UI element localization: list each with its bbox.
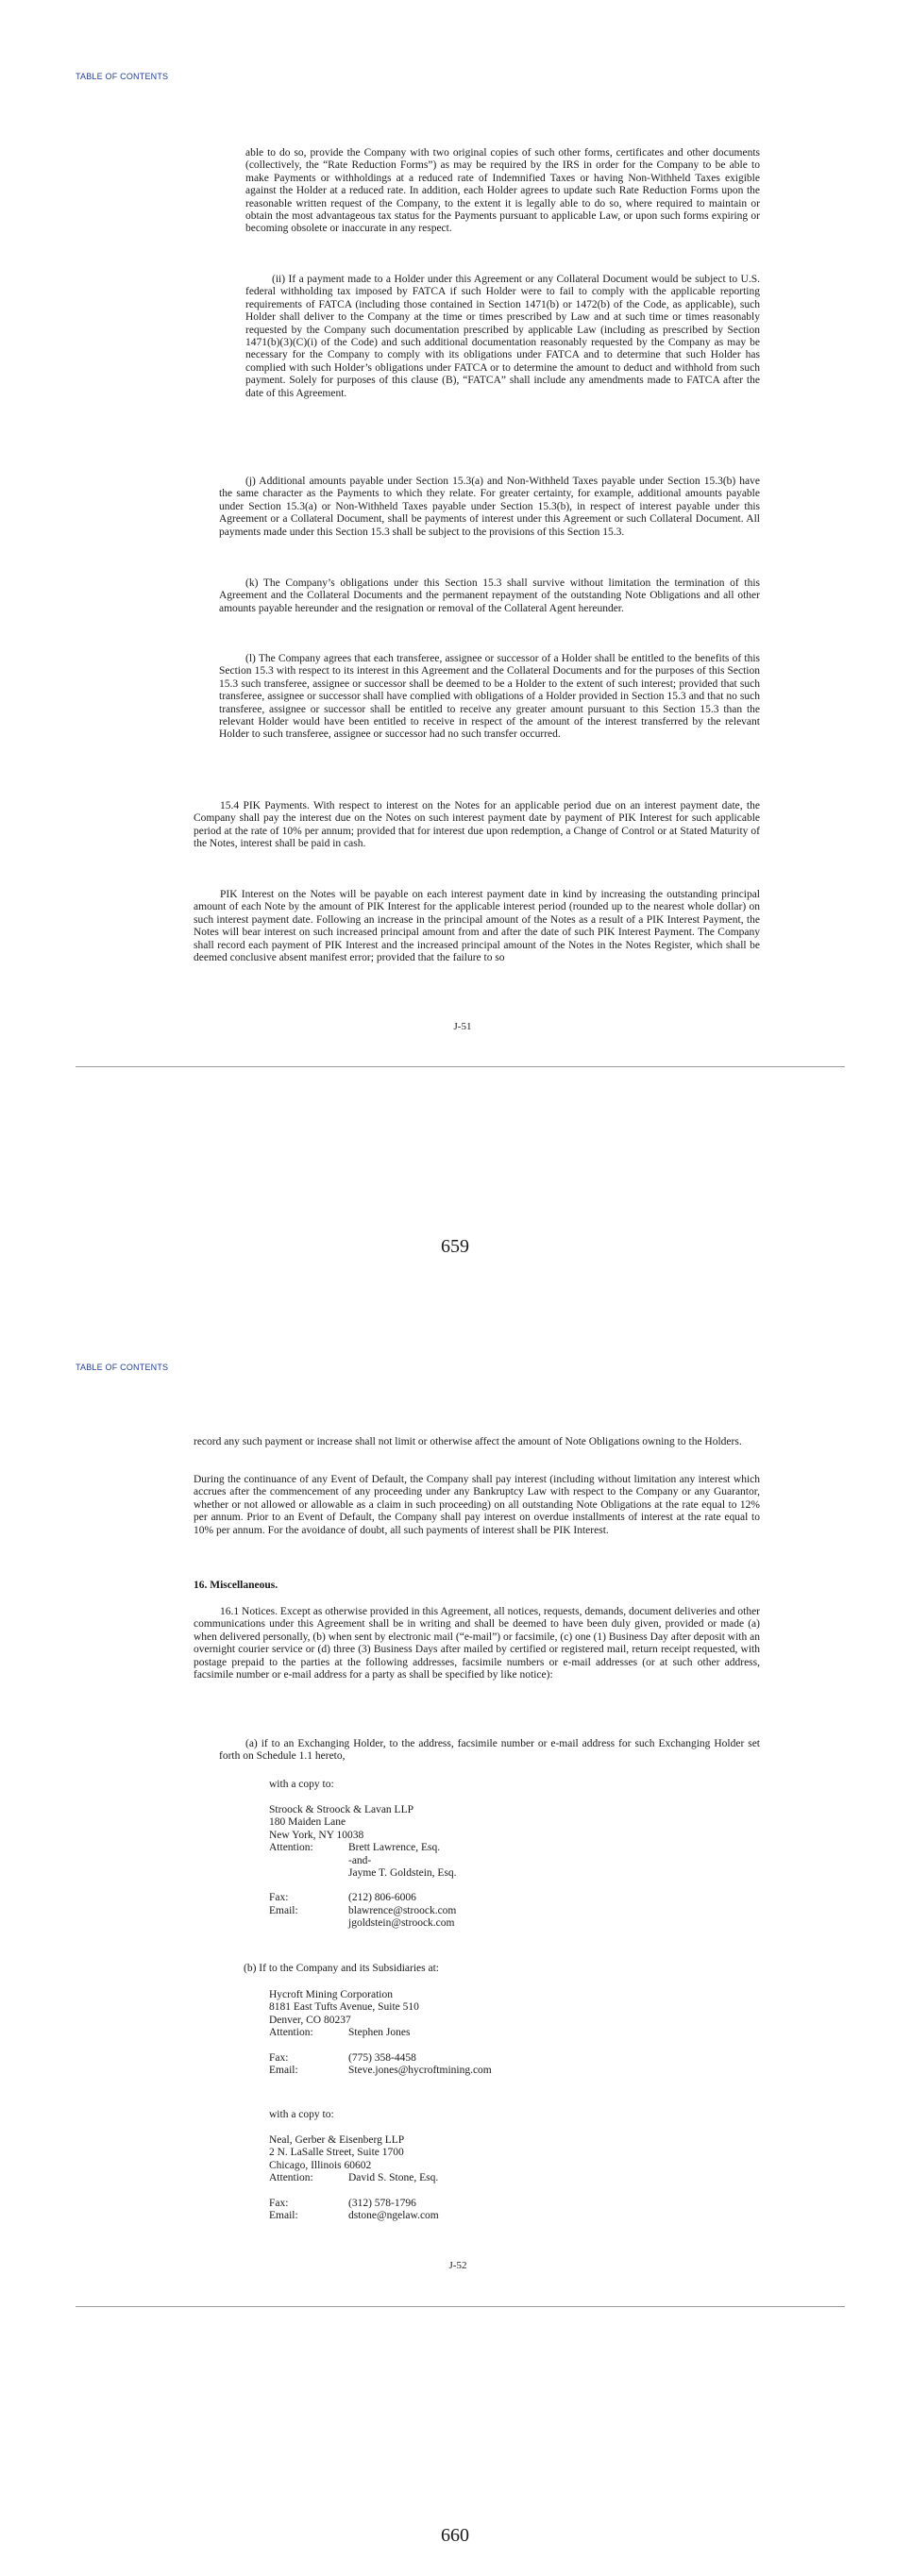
copy-label: with a copy to:	[269, 1779, 334, 1790]
and-separator: -and-	[348, 1854, 372, 1866]
firm-name: Neal, Gerber & Eisenberg LLP	[269, 2134, 405, 2146]
paragraph-company: (b) If to the Company and its Subsidiaries at:	[244, 1963, 439, 1974]
paragraph-default-interest: During the continuance of any Event of Default, the Company shall pay interest (including without limitation any interest which accrues after the commencement of any proceeding under any Bankruptcy Law with respect to the Company or any Guarantor, whether or not allowed or allowable as a claim in such proceeding) on all outstanding Note Obligations at the rate equal to 12% per annum. Prior to an Event of Default, the Company shall pay interest on overdue installments of interest at the rate equal to 10% per annum. For the avoidance of doubt, all such payments of interest shall be PIK Interest.	[194, 1474, 760, 1536]
fax-label: Fax:	[269, 2051, 289, 2064]
page-footer: J-52	[448, 2260, 467, 2271]
address-block-neal-gerber	[269, 2134, 439, 2222]
paragraph-notices: 16.1 Notices. Except as otherwise provided in this Agreement, all notices, requests, demands, document deliveries and other communications under this Agreement shall be in writing and shall be deemed to have been duly given, provided or made (a) when delivered personally, (b) when sent by electronic mail (“e-mail”) or facsimile, (c) one (1) Business Day after deposit with an overnight courier service or (d) three (3) Business Days after mailed by certified or registered mail, return receipt requested, with postage prepaid to the parties at the following addresses, facsimile numbers or e-mail addresses (or at such other address, facsimile number or e-mail address for a party as shall be specified by like notice):	[194, 1606, 760, 1681]
attention-label: Attention:	[269, 2172, 313, 2184]
paragraph-k: (k) The Company’s obligations under this Section 15.3 shall survive without limitation the termination of this Agreement and the Collateral Documents and the permanent repayment of the outstanding Note Obligations and all other amounts payable hereunder and the resignation or removal of the Collateral Agent hereunder.	[219, 577, 760, 614]
email-label: Email:	[269, 2210, 298, 2222]
company-name: Hycroft Mining Corporation	[269, 1989, 393, 2000]
attention-name: Brett Lawrence, Esq.	[348, 1842, 441, 1854]
fax-label: Fax:	[269, 2197, 289, 2209]
email-label: Email:	[269, 1904, 298, 1916]
city: Denver, CO 80237	[269, 2014, 351, 2026]
page-number: 660	[441, 2525, 469, 2546]
email-address: Steve.jones@hycroftmining.com	[348, 2065, 492, 2077]
email-address: jgoldstein@stroock.com	[348, 1917, 455, 1930]
email-label: Email:	[269, 2065, 298, 2077]
street: 180 Maiden Lane	[269, 1816, 346, 1829]
address-block-stroock	[269, 1804, 457, 1931]
fax-number: (212) 806-6006	[348, 1892, 416, 1904]
attention-label: Attention:	[269, 2027, 313, 2039]
email-address: dstone@ngelaw.com	[348, 2210, 439, 2222]
paragraph-j: (j) Additional amounts payable under Section 15.3(a) and Non-Withheld Taxes payable under Section 15.3(b) have the same character as the Payments to which they relate. For greater certainty, for example, additional amounts payable under Section 15.3(a) or Non-Withheld Taxes payable under Section 15.3(b), in respect of interest payable under this Agreement or a Collateral Document, shall be payments of interest under this Agreement or such Collateral Document. All payments made under this Section 15.3 shall be subject to the provisions of this Section 15.3.	[219, 476, 760, 538]
page-divider	[76, 1066, 845, 1067]
page-divider	[76, 2306, 845, 2307]
paragraph-rate-reduction: able to do so, provide the Company with two original copies of such other forms, certificates and other documents (collectively, the “Rate Reduction Forms”) as may be required by the IRS in order for the Company to be able to make Payments or withholdings at a reduced rate of Indemnified Taxes or having Non-Withheld Taxes exigible against the Holder at a reduced rate. In addition, each Holder agrees to update such Rate Reduction Forms upon the reasonable written request of the Company, to the extent it is legally able to do so, where required to maintain or obtain the most advantageous tax status for the Payments pursuant to applicable Law, or upon such forms expiring or becoming obsolete or inaccurate in any respect.	[245, 147, 760, 235]
attention-label: Attention:	[269, 1842, 313, 1854]
fax-number: (312) 578-1796	[348, 2197, 416, 2209]
toc-link[interactable]: TABLE OF CONTENTS	[76, 1363, 169, 1372]
street: 2 N. LaSalle Street, Suite 1700	[269, 2147, 404, 2159]
paragraph-l: (l) The Company agrees that each transferee, assignee or successor of a Holder shall be entitled to the benefits of this Section 15.3 with respect to its interest in this Agreement and the Collateral Documents and for the purposes of this Section 15.3 such transferee, assignee or successor shall be deemed to be a Holder to the extent of such interest; provided that such transferee, assignee or successor shall have complied with obligations of a Holder provided in Section 15.3 and that no such transferee, assignee or successor shall be entitled to receive any greater amount pursuant to this Section 15.3 than the relevant Holder would have been entitled to receive in respect of the amount of the interest transferred by the relevant Holder to such transferee, assignee or successor had no such transfer occurred.	[219, 653, 760, 741]
firm-name: Stroock & Stroock & Lavan LLP	[269, 1804, 413, 1815]
paragraph-exchanging-holder: (a) if to an Exchanging Holder, to the address, facsimile number or e-mail address for such Exchanging Holder set forth on Schedule 1.1 hereto,	[219, 1738, 760, 1763]
street: 8181 East Tufts Avenue, Suite 510	[269, 2001, 419, 2014]
section-heading: 16. Miscellaneous.	[194, 1580, 278, 1591]
email-address: blawrence@stroock.com	[348, 1904, 457, 1916]
toc-link[interactable]: TABLE OF CONTENTS	[76, 72, 169, 81]
attention-name: David S. Stone, Esq.	[348, 2172, 439, 2184]
page-footer: J-51	[453, 1021, 472, 1032]
fax-label: Fax:	[269, 1892, 289, 1904]
city: Chicago, Illinois 60602	[269, 2159, 372, 2171]
copy-label: with a copy to:	[269, 2109, 334, 2120]
page-number: 659	[441, 1236, 469, 1257]
paragraph-fatca: (ii) If a payment made to a Holder under this Agreement or any Collateral Document would be subject to U.S. federal withholding tax imposed by FATCA if such Holder were to fail to comply with the applicable reporting requirements of FATCA (including those contained in Section 1471(b) or 1472(b) of the Code, as applicable), such Holder shall deliver to the Company at the time or times prescribed by Law and at such time or times reasonably requested by the Company such documentation prescribed by applicable Law (including as prescribed by Section 1471(b)(3)(C)(i) of the Code) and such additional documentation reasonably requested by the Company as may be necessary for the Company to comply with its obligations under FATCA and to determine that such Holder has complied with such Holder’s obligations under FATCA or to determine the amount to deduct and withhold from such payment. Solely for purposes of this clause (B), “FATCA” shall include any amendments made to FATCA after the date of this Agreement.	[245, 274, 760, 399]
paragraph-pik-payments: 15.4 PIK Payments. With respect to interest on the Notes for an applicable period due on an interest payment date, the Company shall pay the interest due on the Notes on such interest payment date by payment of PIK Interest for such applicable period at the rate of 10% per annum; provided that for interest due upon redemption, a Change of Control or at Stated Maturity of the Notes, interest shall be paid in cash.	[194, 800, 760, 850]
paragraph-pik-interest: PIK Interest on the Notes will be payable on each interest payment date in kind by increasing the outstanding principal amount of each Note by the amount of PIK Interest for the applicable interest period (rounded up to the nearest whole dollar) on such interest payment date. Following an increase in the principal amount of the Notes as a result of a PIK Interest Payment, the Notes will bear interest on such increased principal amount from and after the date of such PIK Interest Payment. The Company shall record each payment of PIK Interest and the increased principal amount of the Notes in the Notes Register, which shall be deemed conclusive absent manifest error; provided that the failure to so	[194, 889, 760, 964]
attention-name: Stephen Jones	[348, 2027, 411, 2039]
city: New York, NY 10038	[269, 1829, 364, 1841]
attention-name: Jayme T. Goldstein, Esq.	[348, 1867, 457, 1880]
fax-number: (775) 358-4458	[348, 2051, 416, 2064]
paragraph-record: record any such payment or increase shall not limit or otherwise affect the amount of Note Obligations owning to the Holders.	[194, 1436, 742, 1447]
address-block-hycroft	[269, 1989, 492, 2077]
